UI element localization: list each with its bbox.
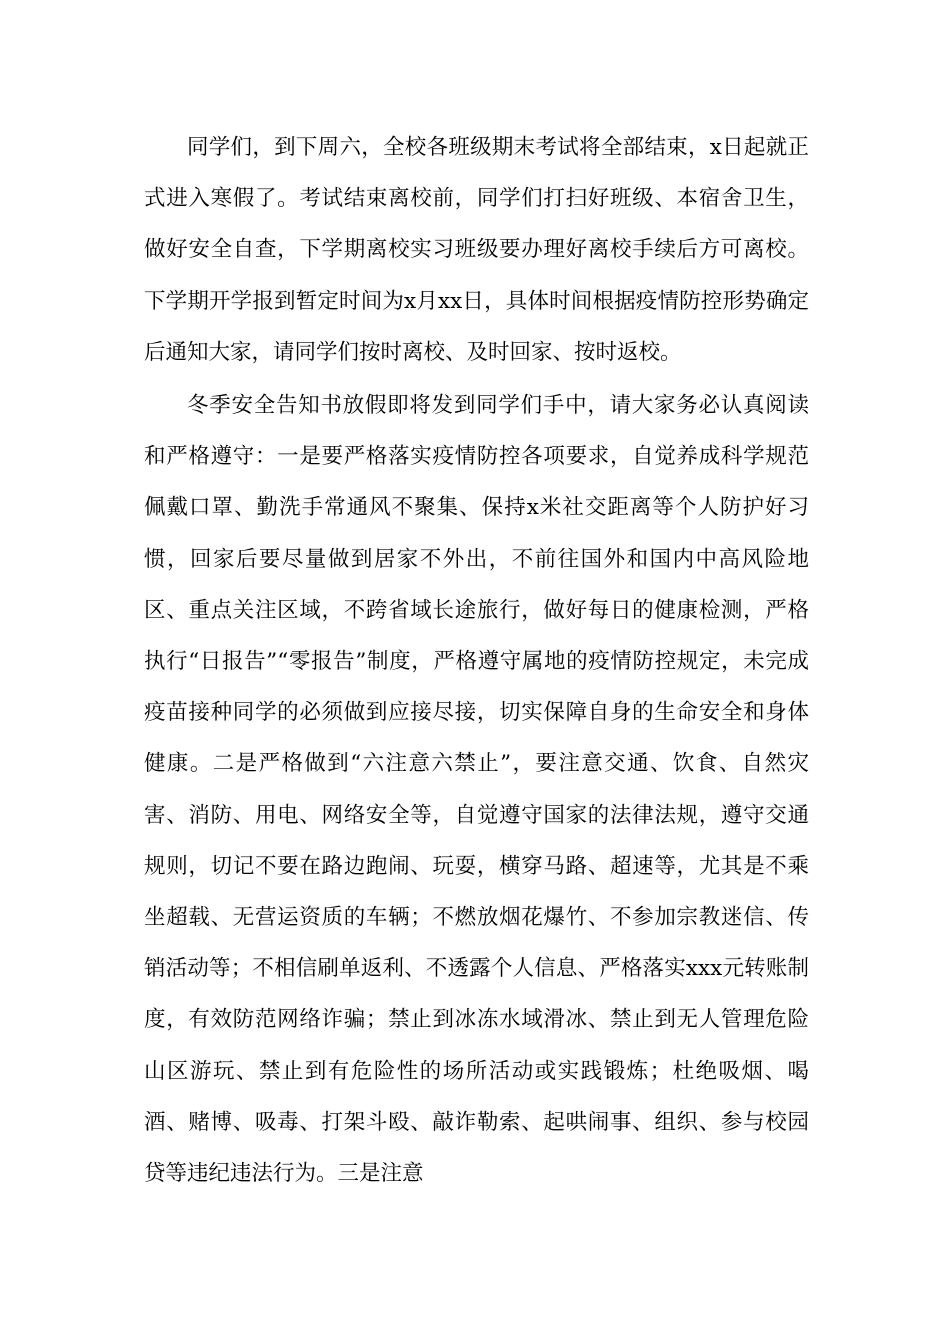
- paragraph-winter-safety-notice: 冬季安全告知书放假即将发到同学们手中，请大家务必认真阅读和严格遵守：一是要严格落实疫情防控各项要求，自觉养成科学规范佩戴口罩、勤洗手常通风不聚集、保持x米社交距离等个人防护好习惯，回家后要尽量做到居家不外出，不前往国外和国内中高风险地区、重点关注区域，不跨省域长途旅行，做好每日的健康检测，严格执行“日报告”“零报告”制度，严格遵守属地的疫情防控规定，未完成疫苗接种同学的必须做到应接尽接，切实保障自身的生命安全和身体健康。二是严格做到“六注意六禁止”，要注意交通、饮食、自然灾害、消防、用电、网络安全等，自觉遵守国家的法律法规，遵守交通规则，切记不要在路边跑闹、玩耍，横穿马路、超速等，尤其是不乘坐超载、无营运资质的车辆；不燃放烟花爆竹、不参加宗教迷信、传销活动等；不相信刷单返利、不透露个人信息、严格落实xxx元转账制度，有效防范网络诈骗；禁止到冰冻水域滑冰、禁止到无人管理危险山区游玩、禁止到有危险性的场所活动或实践锻炼；杜绝吸烟、喝酒、赌博、吸毒、打架斗殴、敲诈勒索、起哄闹事、组织、参与校园贷等违纪违法行为。三是注意: [144, 393, 809, 1187]
- document-body: [144, 122, 809, 1201]
- paragraph-winter-break-schedule: 同学们，到下周六，全校各班级期末考试将全部结束，x日起就正式进入寒假了。考试结束离校前，同学们打扫好班级、本宿舍卫生，做好安全自查，下学期离校实习班级要办理好离校手续后方可离校。下学期开学报到暂定时间为x月xx日，具体时间根据疫情防控形势确定后通知大家，请同学们按时离校、及时回家、按时返校。: [144, 135, 809, 365]
